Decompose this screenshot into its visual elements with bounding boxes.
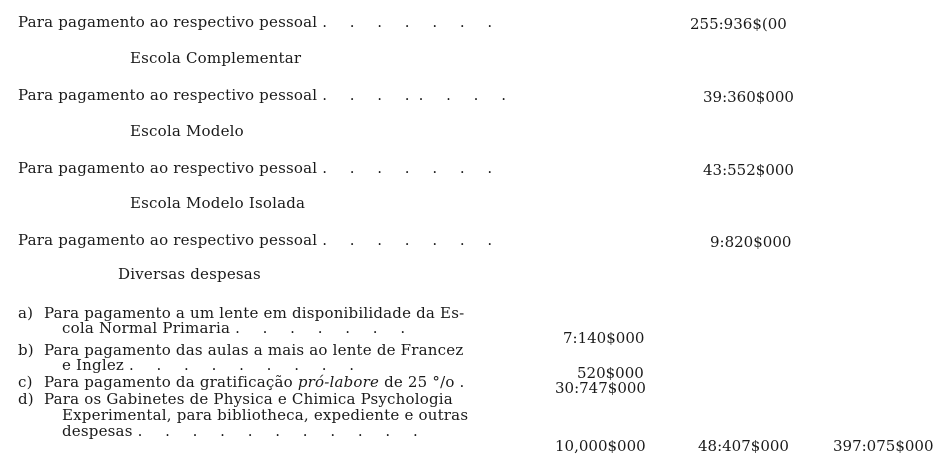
grand-total: 397:075$000 (833, 437, 934, 455)
line-pessoal-1: Para pagamento ao respectivo pessoal . . . . . . . (18, 13, 502, 31)
amount-pessoal-3: 43:552$000 (703, 161, 794, 179)
subtotal-diversas: 48:407$000 (698, 437, 789, 455)
item-a-line-2: cola Normal Primaria . . . . . . . (62, 319, 415, 337)
amount-item-a: 7:140$000 (563, 329, 645, 347)
amount-item-b: 520$000 (577, 364, 644, 382)
heading-escola-modelo-isolada: Escola Modelo Isolada (130, 194, 306, 212)
amount-pessoal-4: 9:820$000 (710, 233, 792, 251)
heading-escola-complementar: Escola Complementar (130, 49, 302, 67)
line-pessoal-4: Para pagamento ao respectivo pessoal . . . . . . . (18, 231, 502, 249)
heading-diversas-despesas: Diversas despesas (118, 265, 261, 283)
amount-item-c: 30:747$000 (555, 379, 646, 397)
heading-escola-modelo: Escola Modelo (130, 122, 244, 140)
item-d-line-1: d) Para os Gabinetes de Physica e Chimica Psychologia (18, 390, 453, 408)
item-b-line-2: e Inglez . . . . . . . . . (62, 356, 364, 374)
item-d-line-2: Experimental, para bibliotheca, expediente e outras (62, 406, 469, 424)
item-b-line-1: b) Para pagamento das aulas a mais ao lente de Francez (18, 341, 464, 359)
line-pessoal-3: Para pagamento ao respectivo pessoal . . . . . . . (18, 159, 502, 177)
item-d-line-3: despesas . . . . . . . . . . . (62, 422, 427, 440)
amount-pessoal-2: 39:360$000 (703, 88, 794, 106)
item-a-line-1: a) Para pagamento a um lente em disponibilidade da Es- (18, 304, 465, 322)
amount-pessoal-1: 255:936$(00 (690, 15, 787, 33)
line-pessoal-2: Para pagamento ao respectivo pessoal . . . .. . . . (18, 86, 515, 104)
item-c-line: c) Para pagamento da gratificação pró-labore de 25 °/o . (18, 373, 465, 391)
amount-item-d: 10,000$000 (555, 437, 646, 455)
